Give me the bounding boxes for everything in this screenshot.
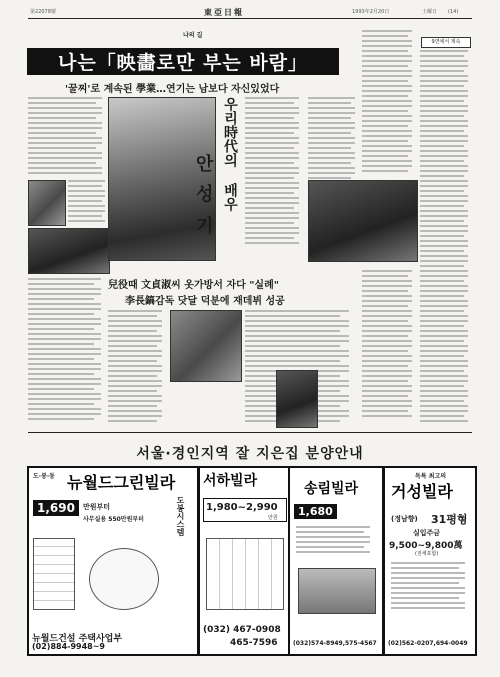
body-column-6 <box>28 278 106 426</box>
issue-weekday: 土曜日 <box>422 9 438 15</box>
ad-geoseong-phone[interactable]: (02)562-0207,694-0049 <box>388 640 468 647</box>
issue-date: 1993年2月20日 <box>352 9 390 15</box>
ad-newworld-footer: 뉴월드건설 주택사업부 <box>32 634 123 644</box>
photo-small-2 <box>28 228 110 274</box>
ad-songrim-photo <box>298 568 376 614</box>
ad-newworld-price: 1,690 <box>33 500 79 516</box>
ad-newworld-name: 뉴월드그린빌라 <box>67 473 176 492</box>
ad-seoha-unit: 만원 <box>268 515 278 521</box>
body-column-1b <box>68 180 108 224</box>
ad-newworld-phone[interactable]: (02)884-9948~9 <box>32 642 105 651</box>
body-column-2 <box>245 97 303 247</box>
ad-geoseong-price-label: 실입주금 <box>413 529 441 537</box>
photo-caption-2: 李長鎬감독 닷달 덕분에 재데뷔 성공 <box>125 296 285 307</box>
ad-songrim-text <box>296 526 376 562</box>
issue-number: 第22078號 <box>30 9 56 15</box>
ad-songrim-price: 1,680 <box>294 504 337 519</box>
masthead-rule <box>28 18 472 19</box>
article-headline: 나는「映畵로만 부는 바람」 <box>27 48 339 75</box>
ad-seoha-phone2[interactable]: 465-7596 <box>230 638 278 648</box>
ad-geoseong-size: 31평형 <box>431 513 468 526</box>
ad-headline: 서울·경인지역 잘 지은집 분양안내 <box>136 446 364 462</box>
continued-label: 9면에서 계속 <box>421 37 471 48</box>
photo-small-1 <box>28 180 66 226</box>
photo-caption-1: 兒役때 文貞淑씨 옷가방서 자다 "실례" <box>108 280 279 291</box>
ad-seoha-floorplan <box>206 538 284 610</box>
name-char-2: 성 <box>196 184 214 205</box>
ad-geoseong-price-note: (전세포함) <box>415 551 439 557</box>
ad-seoha-name: 서하빌라 <box>203 473 258 489</box>
paper-name: 東亞日報 <box>204 8 244 17</box>
ad-geoseong-price: 9,500~9,800萬 <box>389 541 463 551</box>
ad-geoseong-text <box>391 562 471 618</box>
photo-group <box>308 180 418 262</box>
series-title-vertical: 우리時代의 배우 <box>222 97 238 211</box>
ad-songrim-phone[interactable]: (032)574-8949,575-4567 <box>293 640 377 647</box>
article-ad-divider <box>28 432 472 433</box>
ad-geoseong <box>383 466 477 656</box>
photo-uniform <box>276 370 318 428</box>
body-column-5 <box>420 50 472 430</box>
ad-geoseong-name: 거성빌라 <box>391 482 453 501</box>
article-subheadline: '꿀찌'로 계속된 學業…연기는 남보다 자신있었다 <box>65 84 280 95</box>
ad-newworld-sub: 사무실용 550만원부터 <box>83 516 144 523</box>
body-column-7 <box>108 310 166 426</box>
ad-seoha-price: 1,980~2,990 <box>206 502 278 513</box>
ad-newworld-tag: 도봉시스템 <box>176 496 185 536</box>
ad-newworld-area: 도·봉·동 <box>33 473 55 480</box>
ad-seoha-phone1[interactable]: (032) 467-0908 <box>203 625 281 635</box>
ad-newworld <box>27 466 199 656</box>
ad-geoseong-size-label: (정남향) <box>391 515 418 523</box>
page-number: (14) <box>448 9 459 15</box>
ad-newworld-map <box>89 548 159 610</box>
ad-newworld-price-label: 만원부터 <box>83 503 111 511</box>
photo-family <box>170 310 242 382</box>
body-column-4 <box>362 30 416 177</box>
ad-geoseong-tagline: 독특 최고의 <box>415 473 447 480</box>
name-char-3: 기 <box>196 216 214 237</box>
column-tag: 나의 길 <box>183 32 203 39</box>
ad-seoha <box>198 466 290 656</box>
body-column-9 <box>362 270 416 426</box>
ad-songrim-name: 송림빌라 <box>304 481 359 497</box>
ad-songrim <box>288 466 384 656</box>
name-char-1: 안 <box>196 154 214 175</box>
body-column-1 <box>28 97 108 177</box>
ad-newworld-floorplan <box>33 538 75 610</box>
